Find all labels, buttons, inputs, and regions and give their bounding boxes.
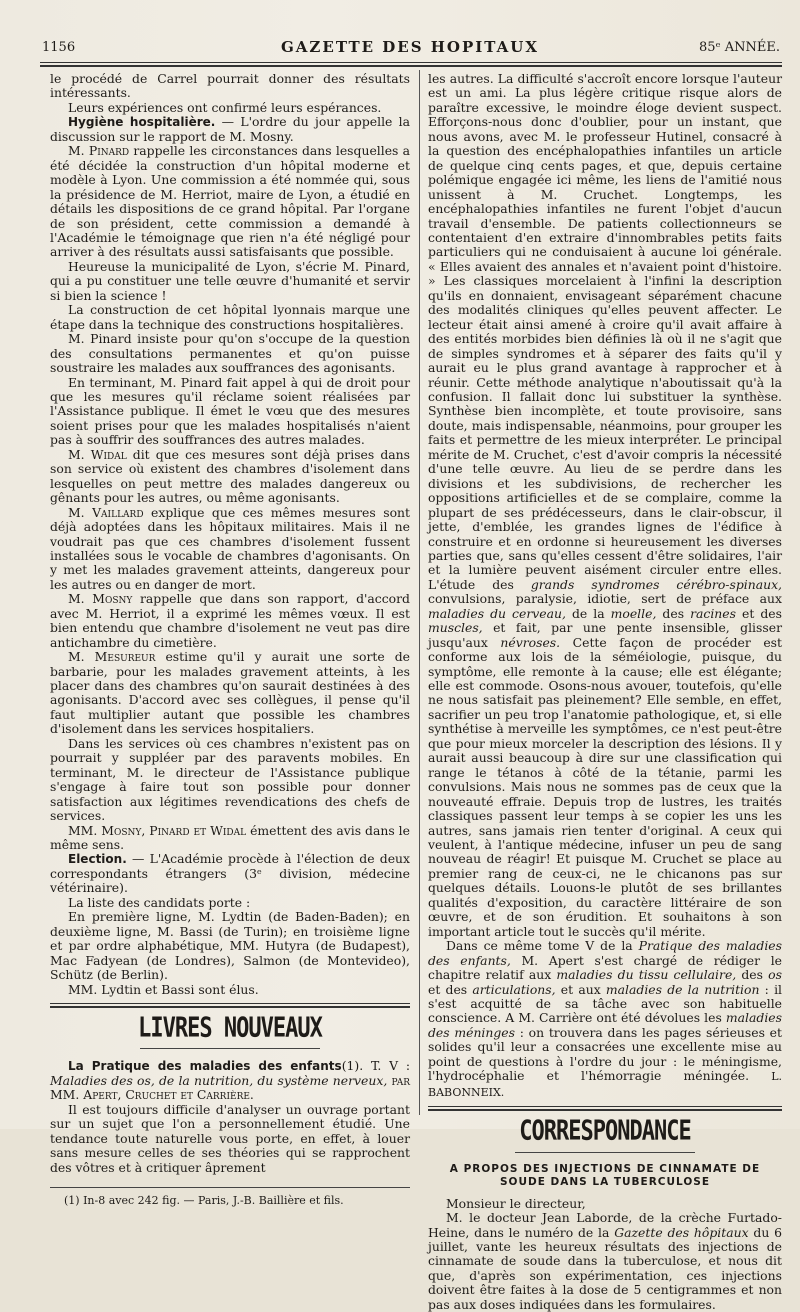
paragraph: [50, 506, 410, 593]
title-underline: [140, 1048, 320, 1049]
paragraph-text: M. Apert s'est chargé de rédiger le chapitre relatif aux: [428, 952, 782, 983]
article-subhead: A PROPOS DES INJECTIONS DE CINNAMATE DE SOUDE DANS LA TUBERCULOSE: [449, 1162, 761, 1188]
paragraph-text: dit que ces mesures sont déjà prises dans son service où existent des chambres d'isolement dans lesquelles on peut mettre des malades dangereux ou gênants pour les autres, ou même agonisants.: [50, 446, 410, 506]
italic-term: articulations,: [472, 981, 556, 997]
speaker-name: M. Mosny: [68, 591, 133, 607]
paragraph: La construction de cet hôpital lyonnais marque une étape dans la technique des constructions hospitalières.: [50, 302, 410, 332]
italic-term: Pratique des maladies des enfants,: [428, 938, 782, 968]
paragraph: Heureuse la municipalité de Lyon, s'écrie M. Pinard, qui a pu constituer une telle œuvre d'humanité et servir si bien la science !: [50, 258, 410, 303]
paragraph-text: — L'ordre du jour appelle la discussion sur le rapport de M. Mosny.: [50, 114, 410, 144]
italic-term: grands syndromes cérébro-spinaux,: [530, 576, 782, 592]
italic-term: maladies du cerveau,: [428, 605, 566, 621]
footnote-rule: [50, 1187, 410, 1188]
book-volume: . T. V :: [359, 1058, 410, 1074]
header-rule-thick: [40, 65, 782, 67]
paragraph-text: M. le docteur Jean Laborde, de la crèche Furtado-Heine, dans le numéro de la: [428, 1210, 782, 1240]
paragraph-text: émettent des avis dans le même sens.: [50, 822, 410, 853]
paragraph: Dans les services où ces chambres n'existent pas on pourrait y suppléer par des paravents mobiles. En terminant, M. le directeur de l'Assistance publique s'engage à faire tout son possible pour donner satisfaction aux légitimes revendications des chefs de services.: [50, 735, 410, 824]
paragraph: MM. Lydtin et Bassi sont élus.: [68, 981, 259, 997]
paragraph-text: : on trouvera dans les pages sérieuses et solides qu'il leur a consacrées une excellente mise au point de questions à l'ordre du jour : le méningisme, l'hydrocéphalie et l'hémorragie méningée.: [428, 1024, 782, 1084]
paragraph-text: Dans ce même tome V de la: [446, 938, 639, 954]
paragraph-text: des: [736, 967, 769, 983]
right-column: [428, 72, 782, 1312]
italic-term: racines: [690, 605, 736, 621]
italic-term: muscles,: [428, 620, 483, 636]
page-number: 1156: [42, 40, 76, 55]
column-divider: [419, 70, 420, 1115]
paragraph-text: rappelle que dans son rapport, d'accord avec M. Herriot, il a exprimé les mêmes vœux. Il est bien entendu que chambre d'isolement ne veut pas dire antichambre du cimetière.: [50, 591, 410, 650]
author-signature: L. BABONNEIX.: [428, 1070, 782, 1099]
paragraph: [50, 852, 410, 895]
journal-title: GAZETTE DES HOPITAUX: [280, 38, 539, 56]
paragraph: [50, 115, 410, 144]
paragraph: Leurs expériences ont confirmé leurs espérances.: [68, 99, 382, 115]
paragraph-text: convulsions, paralysie, idiotie, sert de préface aux: [428, 591, 782, 607]
italic-term: maladies de la nutrition: [605, 981, 760, 997]
paragraph: [428, 939, 782, 1100]
book-title: La Pratique des maladies des enfants: [68, 1059, 342, 1074]
rubric-heading: Hygiène hospitalière.: [68, 115, 216, 130]
speaker-names: MM. Mosny, Pinard et Widal: [68, 822, 247, 838]
salutation: Monsieur le directeur,: [446, 1195, 586, 1211]
paragraph: [50, 650, 410, 737]
paragraph-text: des: [656, 605, 691, 621]
paragraph: [50, 144, 410, 260]
paragraph-text: de la: [565, 605, 611, 621]
italic-term: Gazette des hôpitaux: [614, 1224, 749, 1240]
paragraph: le procédé de Carrel pourrait donner des résultats intéressants.: [50, 71, 410, 101]
journal-year: 85ᵉ ANNÉE.: [699, 40, 780, 55]
paragraph-text: et aux: [555, 981, 606, 997]
paragraph: En première ligne, M. Lydtin (de Baden-Baden); en deuxième ligne, M. Bassi (de Turin); en troisième ligne et par ordre alphabétique, MM. Hutyra (de Budapest), Mac Fadyean (de Londres), Salmon (de Montevideo), Schütz (de Berlin).: [50, 909, 410, 983]
paragraph: Il est toujours difficile d'analyser un ouvrage portant sur un sujet que l'on a personnellement étudié. Une tendance toute naturelle vous porte, en effet, à louer sans mesure celles de ses théories qui se rapprochent des vôtres et à critiquer âprement: [50, 1101, 410, 1175]
paragraph-text: et des: [735, 605, 782, 621]
speaker-name: M. Widal: [68, 446, 127, 462]
left-column: [50, 72, 410, 1209]
paragraph: [50, 592, 410, 650]
page-header: [40, 38, 780, 60]
paragraph: [428, 1211, 782, 1312]
book-subtitle: Maladies des os, de la nutrition, du système nerveux,: [50, 1072, 388, 1088]
paragraph: M. Pinard insiste pour qu'on s'occupe de la question des consultations permanentes et qu'on puisse soustraire les malades aux souffrances des agonisants.: [50, 331, 410, 376]
book-entry: [50, 1059, 410, 1102]
italic-term: maladies des méninges: [428, 1010, 782, 1040]
speaker-name: M. Vaillard: [68, 504, 144, 520]
paragraph-text: : il s'est acquitté de sa tâche avec son habituelle conscience. A M. Carrière ont été dévolues les: [428, 981, 783, 1026]
italic-term: moelle,: [610, 605, 657, 621]
section-rule: [428, 1106, 782, 1111]
italic-term: os: [768, 967, 782, 983]
paragraph-text: et fait, par une pente insensible, glisser jusqu'aux: [428, 620, 782, 650]
header-rule: [40, 62, 782, 63]
paragraph-text: et des: [428, 981, 473, 997]
italic-term: névroses.: [500, 634, 561, 650]
italic-term: maladies du tissu cellulaire,: [556, 967, 737, 983]
speaker-name: M. Mesureur: [68, 649, 156, 665]
paragraph-text: du 6 juillet, vante les heureux résultats des injections de cinnamate de soude dans la tuberculose, et nous dit que, d'après son expérimentation, ces injections doivent être faites à la dose de 5 centigrammes et non pas aux doses indiquées dans les formulaires.: [428, 1224, 782, 1312]
paragraph: [50, 448, 410, 506]
paragraph-text: — L'Académie procède à l'élection de deux correspondants étrangers (3ᵉ division, médecine vétérinaire).: [50, 851, 410, 896]
section-title: CORRESPONDANCE: [519, 1115, 691, 1148]
book-authors: par MM. Apert, Cruchet et Carrière.: [50, 1072, 410, 1103]
rubric-heading: Election.: [68, 852, 127, 867]
footnote: (1) In-8 avec 242 fig. — Paris, J.-B. Baillière et fils.: [64, 1194, 344, 1208]
footnote-ref: (1): [341, 1058, 360, 1074]
section-rule: [50, 1003, 410, 1008]
paragraph-text: Cette façon de procéder est conforme aux lois de la séméiologie, puisque, du symptôme, elle remonte à la cause; elle est élégante; elle est commode. Osons-nous avouer, toutefois, qu'elle ne nous satisfait pas pleinement? Elle semble, en effet, sacrifier un peu trop l'anatomie pathologique, et, si elle synthétise à merveille les symptômes, ce n'est peut-être que pour mieux morceler la description des lésions. Il y aurait aussi beaucoup à dire sur une classification qui range le tétanos à côté de la tétanie, parmi les convulsions. Mais nous ne sommes pas de ceux que la nouveauté effraie. Depuis trop de lustres, les traités classiques passent leur temps à se copier les uns les autres, sans jamais rien tenter d'original. A ceux qui veulent, à l'antique médecine, infuser un peu de sang nouveau de réagir! Et puisque M. Cruchet se place au premier rang de ceux-ci, ne le chicanons pas sur quelques détails. Louons-le plutôt de ses brillantes qualités d'exposition, du caractère littéraire de son œuvre, et de son érudition. Et souhaitons à son important article tout le succès qu'il mérite.: [428, 634, 782, 939]
paragraph: En terminant, M. Pinard fait appel à qui de droit pour que les mesures qu'il réclame soient réalisées par l'Assistance publique. Il émet le vœu que des mesures soient prises pour que les malades hospitalisés n'aient pas à souffrir des souffrances des autres malades.: [50, 374, 410, 448]
title-underline: [515, 1152, 695, 1153]
paragraph-text: les autres. La difficulté s'accroît encore lorsque l'auteur est un ami. La plus légère critique risque alors de paraître excessive, le moindre éloge devient suspect. Efforçons-nous donc d'oublier, pour un instant, que nous avons, avec M. le professeur Hutinel, consacré à la question des encéphalopathies infantiles un article de quelque cinq cents pages, et que, depuis certaine polémique engagée ici même, les liens de l'amitié nous unissent à M. Cruchet. Longtemps, les encéphalopathies infantiles ne furent l'objet d'aucun travail d'ensemble. De patients collectionneurs se contentaient d'en extraire d'innombrables petits faits particuliers qui ne conduisaient à aucune loi générale. « Elles avaient des annales et n'avaient point d'histoire. » Les classiques morcelaient à l'infini la description qu'ils en donnaient, envisageant séparément chacune des modalités cliniques qu'elles peuvent affecter. Le lecteur était ainsi amené à croire qu'il avait affaire à des entités morbides bien définies là où il ne s'agit que de simples syndromes et à séparer des faits qu'il y aurait eu le plus grand avantage à rapprocher et à réunir. Cette méthode analytique n'aboutissait qu'à la confusion. Il fallait donc lui substituer la synthèse. Synthèse bien incomplète, et toute provisoire, sans doute, mais indispensable, néanmoins, pour grouper les faits et permettre de les mieux interpréter. Le principal mérite de M. Cruchet, c'est d'avoir compris la nécessité d'une telle œuvre. Au lieu de se perdre dans les divisions et les subdivisions, de rechercher les oppositions artificielles et de se complaire, comme la plupart de ses prédécesseurs, dans le clair-obscur, il jette, d'emblée, les grandes lignes de l'édifice à construire et en ordonne si heureusement les diverses parties que, sans qu'elles cessent d'être solidaires, l'air et la lumière peuvent aisément circuler entre elles. L'étude des: [428, 71, 782, 592]
paragraph-text: explique que ces mêmes mesures sont déjà adoptées dans les hôpitaux militaires. Mais il ne voudrait pas que ces chambres d'isolement fussent installées sous le vocable de chambres d'agonisants. On y met les malades gravement atteints, dangereux pour les autres ou en danger de mort.: [50, 504, 410, 592]
paragraph-text: estime qu'il y aurait une sorte de barbarie, pour les malades gravement atteints, à les placer dans des chambres qu'on saurait destinées à des agonisants. D'accord avec ses collègues, il pense qu'il faut multiplier autant que possible les chambres d'isolement dans les services hospitaliers.: [50, 649, 411, 737]
paragraph-text: rappelle les circonstances dans lesquelles a été décidée la construction d'un hôpital moderne et modèle à Lyon. Une commission a été nommée qui, sous la présidence de M. Herriot, maire de Lyon, a étudié en détails les dispositions de ce grand hôpital. Par l'organe de son président, cette commission a demandé à l'Académie le témoignage que rien n'a été négligé pour arriver à des résultats aussi satisfaisants que possible.: [50, 143, 411, 260]
speaker-name: M. Pinard: [68, 143, 130, 159]
paragraph: [50, 824, 410, 853]
section-title: LIVRES NOUVEAUX: [138, 1012, 322, 1044]
paragraph: [428, 72, 782, 939]
paragraph: La liste des candidats porte :: [68, 894, 251, 910]
